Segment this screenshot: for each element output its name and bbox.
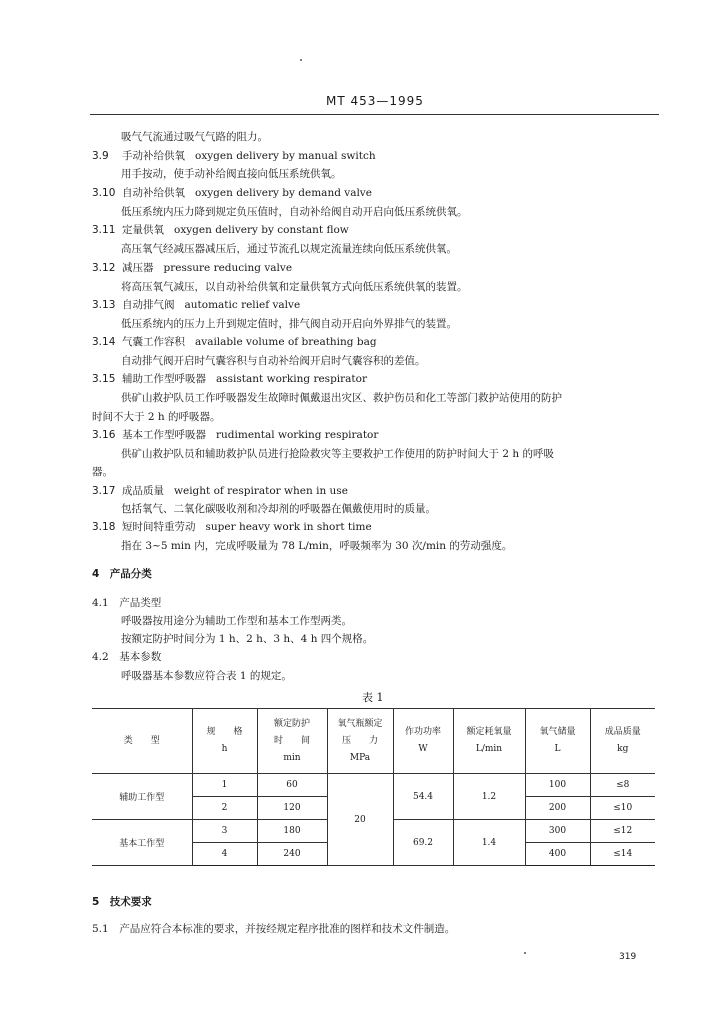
term-3-18 bbox=[92, 520, 372, 534]
term-number: 3.16 bbox=[92, 429, 116, 441]
cell-power: 69.2 bbox=[393, 820, 453, 866]
term-desc: 自动排气阀开启时气囊容积与自动补给阀开启时气囊容积的差值。 bbox=[121, 355, 426, 367]
term-desc: 包括氧气、二氧化碳吸收剂和冷却剂的呼吸器在佩戴使用时的质量。 bbox=[121, 503, 436, 515]
header-weight-label: 成品质量 bbox=[604, 727, 641, 737]
section-4-1-title: 4.1 产品类型 bbox=[92, 597, 162, 609]
cell-weight: ≤8 bbox=[590, 774, 655, 797]
header-storage bbox=[525, 709, 590, 774]
header-storage-unit: L bbox=[554, 744, 561, 754]
parameters-table bbox=[92, 708, 655, 866]
term-zh: 气囊工作容积 bbox=[122, 336, 185, 348]
header-rule bbox=[90, 114, 659, 115]
cell-time: 180 bbox=[257, 820, 327, 843]
header-consumption-unit: L/min bbox=[475, 744, 503, 754]
cell-storage: 100 bbox=[525, 774, 590, 797]
cell-storage: 300 bbox=[525, 820, 590, 843]
section-4-1-text: 呼吸器按用途分为辅助工作型和基本工作型两类。 bbox=[121, 615, 352, 627]
term-zh: 定量供氧 bbox=[122, 224, 164, 236]
term-en: automatic relief valve bbox=[184, 299, 301, 311]
header-spec-unit: h bbox=[221, 744, 228, 754]
scan-speck bbox=[300, 59, 302, 61]
term-desc: 用手按动，使手动补给阀直接向低压系统供氧。 bbox=[121, 168, 342, 180]
header-time-unit: min bbox=[283, 752, 301, 763]
header-time-label-2: 时 间 bbox=[273, 735, 310, 746]
cell-storage: 200 bbox=[525, 797, 590, 820]
cell-consumption: 1.4 bbox=[453, 820, 525, 866]
cell-time: 120 bbox=[257, 797, 327, 820]
cell-consumption: 1.2 bbox=[453, 774, 525, 820]
term-zh: 辅助工作型呼吸器 bbox=[122, 373, 206, 385]
header-type bbox=[92, 709, 192, 774]
term-3-16 bbox=[92, 428, 378, 442]
cell-spec: 1 bbox=[192, 774, 257, 797]
term-en: weight of respirator when in use bbox=[174, 485, 348, 497]
term-en: oxygen delivery by manual switch bbox=[195, 150, 376, 162]
header-spec-label: 规 格 bbox=[206, 727, 243, 737]
section-4-1-text-2: 按额定防护时间分为 1 h、2 h、3 h、4 h 四个规格。 bbox=[121, 633, 374, 645]
header-pressure-label: 氧气瓶额定 bbox=[337, 718, 383, 729]
term-desc: 将高压氧气减压，以自动补给供氧和定量供氧方式向低压系统供氧的装置。 bbox=[121, 281, 468, 293]
term-number: 3.9 bbox=[92, 150, 109, 162]
header-power-unit: W bbox=[418, 744, 428, 754]
cell-power: 54.4 bbox=[393, 774, 453, 820]
header-power-label: 作功功率 bbox=[404, 727, 441, 737]
cell-spec: 3 bbox=[192, 820, 257, 843]
term-number: 3.10 bbox=[92, 187, 116, 199]
term-number: 3.11 bbox=[92, 224, 116, 236]
section-4-title: 4 产品分类 bbox=[92, 568, 152, 580]
term-number: 3.14 bbox=[92, 336, 116, 348]
term-en: available volume of breathing bag bbox=[195, 336, 377, 348]
page-number: 319 bbox=[619, 952, 637, 962]
cell-type: 基本工作型 bbox=[92, 820, 192, 866]
table-header-row bbox=[92, 709, 655, 774]
term-desc: 供矿山救护队员和辅助救护队员进行抢险救灾等主要救护工作使用的防护时间大于 2 h 的呼吸 bbox=[121, 448, 554, 460]
header-pressure bbox=[327, 709, 393, 774]
term-number: 3.12 bbox=[92, 262, 116, 274]
cell-time: 60 bbox=[257, 774, 327, 797]
term-zh: 自动补给供氧 bbox=[122, 187, 185, 199]
term-number: 3.13 bbox=[92, 299, 116, 311]
cell-weight: ≤10 bbox=[590, 797, 655, 820]
table-caption: 表 1 bbox=[362, 691, 384, 704]
scan-speck bbox=[524, 952, 526, 954]
term-3-17 bbox=[92, 484, 348, 498]
term-en: rudimental working respirator bbox=[216, 429, 379, 441]
term-zh: 短时间特重劳动 bbox=[122, 521, 196, 533]
term-3-13 bbox=[92, 298, 300, 312]
term-en: oxygen delivery by constant flow bbox=[174, 224, 349, 236]
cell-type: 辅助工作型 bbox=[92, 774, 192, 820]
term-3-15 bbox=[92, 372, 367, 386]
section-5-1-text: 5.1 产品应符合本标准的要求，并按经规定程序批准的图样和技术文件制造。 bbox=[92, 923, 456, 935]
term-number: 3.18 bbox=[92, 521, 116, 533]
term-zh: 成品质量 bbox=[122, 485, 164, 497]
term-zh: 自动排气阀 bbox=[122, 299, 175, 311]
cell-storage: 400 bbox=[525, 843, 590, 866]
term-desc: 供矿山救护队员工作呼吸器发生故障时佩戴退出灾区、救护伤员和化工等部门救护站使用的防护 bbox=[121, 392, 562, 404]
term-3-12 bbox=[92, 261, 292, 275]
cell-spec: 4 bbox=[192, 843, 257, 866]
header-consumption-label: 额定耗氧量 bbox=[466, 727, 512, 737]
header-power bbox=[393, 709, 453, 774]
standard-header: MT 453—1995 bbox=[326, 94, 424, 108]
term-number: 3.17 bbox=[92, 485, 116, 497]
cell-weight: ≤14 bbox=[590, 843, 655, 866]
term-desc-cont: 器。 bbox=[92, 466, 113, 478]
term-en: oxygen delivery by demand valve bbox=[195, 187, 372, 199]
cell-pressure: 20 bbox=[327, 774, 393, 866]
section-4-2-title: 4.2 基本参数 bbox=[92, 651, 162, 663]
term-3-14 bbox=[92, 335, 377, 349]
header-time-label: 额定防护 bbox=[273, 718, 310, 729]
table-row bbox=[92, 774, 655, 797]
term-en: assistant working respirator bbox=[216, 373, 367, 385]
header-time bbox=[257, 709, 327, 774]
cell-time: 240 bbox=[257, 843, 327, 866]
term-desc-cont: 时间不大于 2 h 的呼吸器。 bbox=[92, 411, 221, 423]
header-storage-label: 氧气储量 bbox=[539, 727, 576, 737]
cell-weight: ≤12 bbox=[590, 820, 655, 843]
header-pressure-unit: MPa bbox=[349, 752, 371, 763]
header-pressure-label-2: 压 力 bbox=[341, 735, 378, 746]
header-weight-unit: kg bbox=[617, 744, 629, 754]
term-3-11 bbox=[92, 223, 349, 237]
header-weight bbox=[590, 709, 655, 774]
intro-text: 吸气气流通过吸气气路的阻力。 bbox=[121, 131, 268, 143]
term-desc: 指在 3~5 min 内，完成呼吸量为 78 L/min，呼吸频率为 30 次/min 的劳动强度。 bbox=[121, 540, 513, 552]
term-3-10 bbox=[92, 186, 372, 200]
term-desc: 低压系统内压力降到规定负压值时，自动补给阀自动开启向低压系统供氧。 bbox=[121, 206, 468, 218]
section-4-2-text: 呼吸器基本参数应符合表 1 的规定。 bbox=[121, 670, 292, 682]
term-desc: 低压系统内的压力上升到规定值时，排气阀自动开启向外界排气的装置。 bbox=[121, 318, 457, 330]
term-zh: 手动补给供氧 bbox=[122, 150, 185, 162]
term-zh: 基本工作型呼吸器 bbox=[122, 429, 206, 441]
term-en: super heavy work in short time bbox=[205, 521, 372, 533]
term-zh: 减压器 bbox=[122, 262, 154, 274]
term-desc: 高压氧气经减压器减压后，通过节流孔以规定流量连续向低压系统供氧。 bbox=[121, 243, 457, 255]
header-spec bbox=[192, 709, 257, 774]
header-consumption bbox=[453, 709, 525, 774]
term-number: 3.15 bbox=[92, 373, 116, 385]
cell-spec: 2 bbox=[192, 797, 257, 820]
section-5-title: 5 技术要求 bbox=[92, 896, 152, 908]
header-type-label: 类 型 bbox=[123, 735, 160, 746]
term-en: pressure reducing valve bbox=[163, 262, 293, 274]
term-3-9 bbox=[92, 149, 376, 163]
